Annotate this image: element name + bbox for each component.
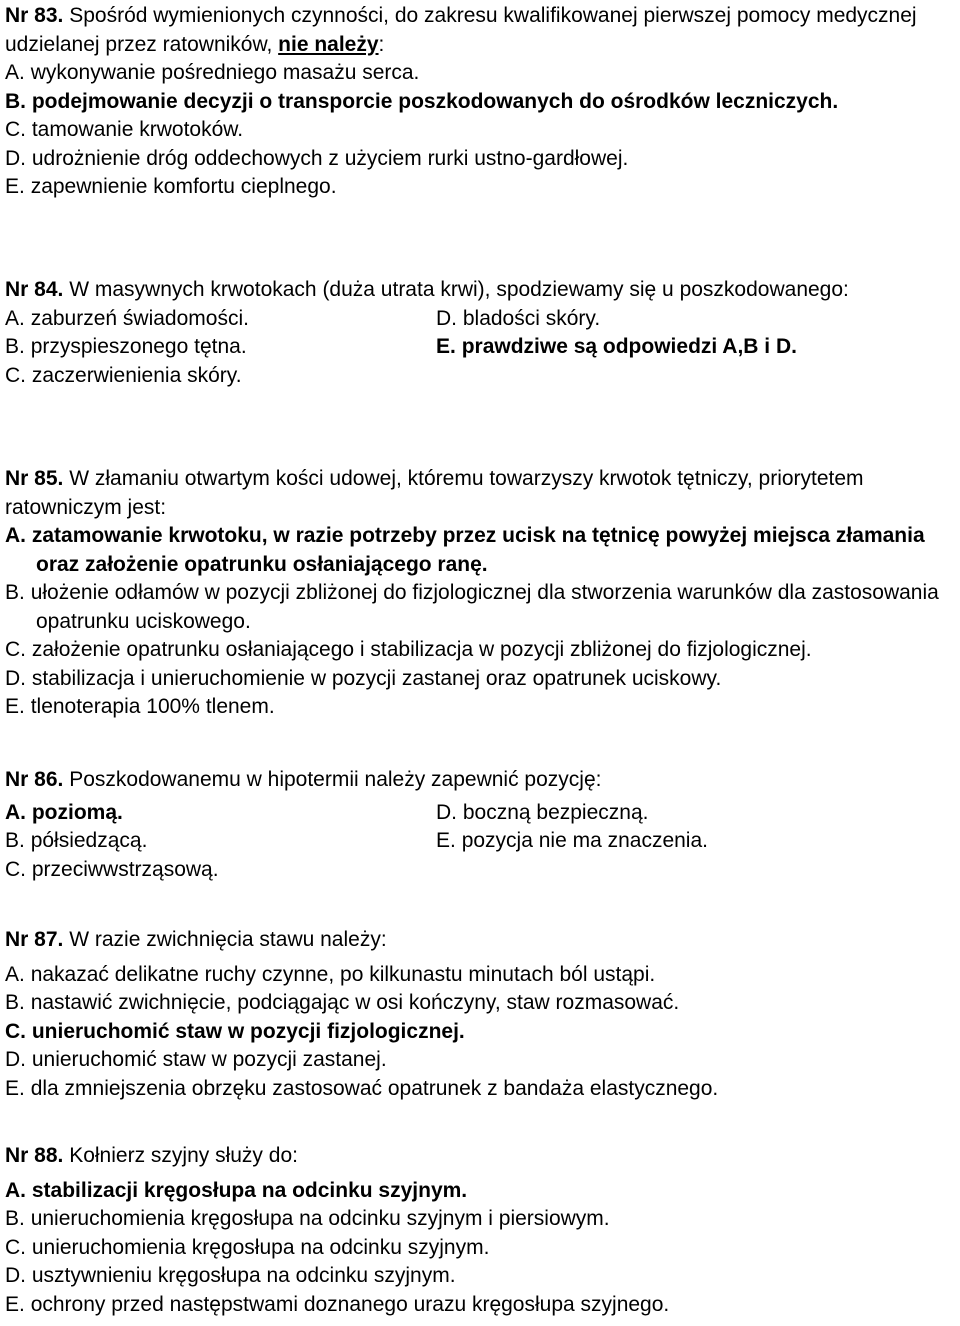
option-d: D. bladości skóry. (436, 306, 601, 330)
question-number: Nr 85. (5, 467, 64, 490)
option-c: C. zaczerwienienia skóry. (5, 363, 242, 387)
option-c: C. unieruchomić staw w pozycji fizjologicznej. (5, 1019, 465, 1043)
option-c: C. przeciwwstrząsową. (5, 857, 219, 881)
question-number: Nr 87. (5, 928, 64, 951)
option-c: C. unieruchomienia kręgosłupa na odcinku szyjnym. (5, 1235, 490, 1259)
question-text: Nr 86. Poszkodowanemu w hipotermii należy zapewnić pozycję: (5, 768, 602, 791)
option-b: B. półsiedzącą. (5, 829, 148, 852)
option-a: A. stabilizacji kręgosłupa na odcinku szyjnym. (5, 1178, 468, 1202)
option-e: E. dla zmniejszenia obrzęku zastosować opatrunek z bandaża elastycznego. (5, 1076, 719, 1100)
option-a: A. zaburzeń świadomości. (5, 306, 249, 330)
question-84 (5, 276, 955, 390)
option-d: D. usztywnieniu kręgosłupa na odcinku szyjnym. (5, 1264, 456, 1287)
option-a: A. poziomą. (5, 800, 123, 824)
option-d: D. stabilizacja i unieruchomienie w pozycji zastanej oraz opatrunek uciskowy. (5, 666, 722, 690)
option-a: A. wykonywanie pośredniego masażu serca. (5, 61, 420, 84)
option-b: B. przyspieszonego tętna. (5, 335, 247, 358)
option-d: D. boczną bezpieczną. (436, 800, 649, 824)
question-number: Nr 88. (5, 1144, 64, 1167)
question-text: Nr 88. Kołnierz szyjny służy do: (5, 1144, 298, 1167)
question-86 (5, 766, 955, 884)
option-b: B. unieruchomienia kręgosłupa na odcinku szyjnym i piersiowym. (5, 1207, 610, 1230)
option-e: E. tlenoterapia 100% tlenem. (5, 695, 275, 718)
option-e: E. ochrony przed następstwami doznanego urazu kręgosłupa szyjnego. (5, 1292, 670, 1316)
option-d: D. udrożnienie dróg oddechowych z użyciem rurki ustno-gardłowej. (5, 146, 629, 170)
question-text: Nr 87. W razie zwichnięcia stawu należy: (5, 928, 387, 951)
option-e: E. zapewnienie komfortu cieplnego. (5, 175, 337, 198)
question-number: Nr 86. (5, 768, 64, 791)
question-text: Nr 84. W masywnych krwotokach (duża utrata krwi), spodziewamy się u poszkodowanego: (5, 278, 849, 301)
question-85 (5, 465, 955, 722)
option-e: E. prawdziwe są odpowiedzi A,B i D. (436, 335, 797, 358)
option-a: A. nakazać delikatne ruchy czynne, po kilkunastu minutach ból ustąpi. (5, 962, 656, 986)
option-b: B. nastawić zwichnięcie, podciągając w osi kończyny, staw rozmasować. (5, 991, 680, 1014)
question-text: Nr 83. Spośród wymienionych czynności, do zakresu kwalifikowanej pierwszej pomocy medycznej udzielanej przez ratowników, nie należy: (5, 4, 917, 56)
option-b: B. podejmowanie decyzji o transporcie poszkodowanych do ośrodków leczniczych. (5, 89, 839, 113)
question-88 (5, 1142, 955, 1319)
question-number: Nr 83. (5, 4, 64, 27)
options-grid (5, 305, 955, 391)
option-d: D. unieruchomić staw w pozycji zastanej. (5, 1048, 387, 1071)
question-number: Nr 84. (5, 278, 64, 301)
options-grid (5, 799, 955, 885)
option-c: C. tamowanie krwotoków. (5, 118, 244, 141)
question-text: Nr 85. W złamaniu otwartym kości udowej, któremu towarzyszy krwotok tętniczy, priorytetem ratowniczym jest: (5, 467, 864, 519)
option-b: B. ułożenie odłamów w pozycji zbliżonej do fizjologicznej dla stworzenia warunków dla zastosowania opatrunku uciskowego. (5, 581, 939, 633)
option-c: C. założenie opatrunku osłaniającego i stabilizacja w pozycji zbliżonej do fizjologicznej. (5, 638, 812, 661)
option-e: E. pozycja nie ma znaczenia. (436, 829, 708, 852)
emphasis-text: nie należy (278, 32, 379, 56)
question-87 (5, 926, 955, 1103)
option-a: A. zatamowanie krwotoku, w razie potrzeby przez ucisk na tętnicę powyżej miejsca złamania oraz założenie opatrunku osłaniającego ranę. (5, 524, 925, 576)
question-83 (5, 2, 955, 202)
